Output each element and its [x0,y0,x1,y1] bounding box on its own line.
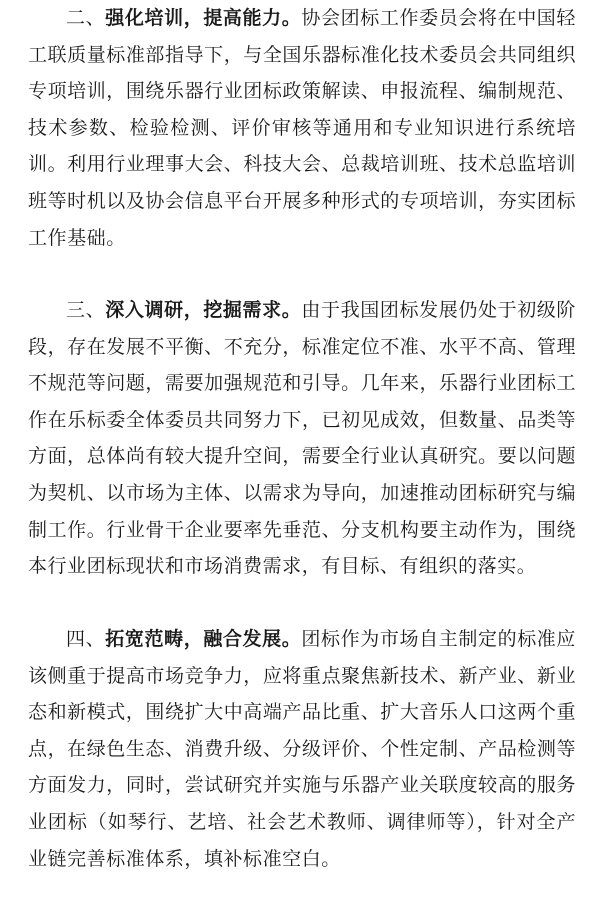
section-2-paragraph [28,0,576,256]
section-3-heading: 深入调研，挖掘需求。 [105,299,302,321]
section-2-body: 协会团标工作委员会将在中国轻工联质量标准部指导下，与全国乐器标准化技术委员会共同组织专项培训，围绕乐器行业团标政策解读、申报流程、编制规范、技术参数、检验检测、评价审核等通用和专业知识进行系统培训。利用行业理事大会、科技大会、总裁培训班、技术总监培训班等时机以及协会信息平台开展多种形式的专项培训，夯实团标工作基础。 [28,7,576,249]
section-2-number: 二、 [66,7,106,29]
section-4-heading: 拓宽范畴，融合发展。 [105,628,302,650]
section-4-body: 团标作为市场自主制定的标准应该侧重于提高市场竞争力，应将重点聚焦新技术、新产业、新业态和新模式，围绕扩大中高端产品比重、扩大音乐人口这两个重点，在绿色生态、消费升级、分级评价、个性定制、产品检测等方面发力，同时，尝试研究并实施与乐器产业关联度较高的服务业团标（如琴行、艺培、社会艺术教师、调律师等），针对全产业链完善标准体系，填补标准空白。 [28,628,576,870]
section-3-number: 三、 [66,299,106,321]
section-4-paragraph [28,621,576,877]
section-2-heading: 强化培训，提高能力。 [105,7,302,29]
section-4-number: 四、 [66,628,106,650]
section-3-paragraph [28,292,576,585]
section-3-body: 由于我国团标发展仍处于初级阶段，存在发展不平衡、不充分，标准定位不准、水平不高、管理不规范等问题，需要加强规范和引导。几年来，乐器行业团标工作在乐标委全体委员共同努力下，已初见成效，但数量、品类等方面，总体尚有较大提升空间，需要全行业认真研究。要以问题为契机、以市场为主体、以需求为导向，加速推动团标研究与编制工作。行业骨干企业要率先垂范、分支机构要主动作为，围绕本行业团标现状和市场消费需求，有目标、有组织的落实。 [28,299,576,578]
